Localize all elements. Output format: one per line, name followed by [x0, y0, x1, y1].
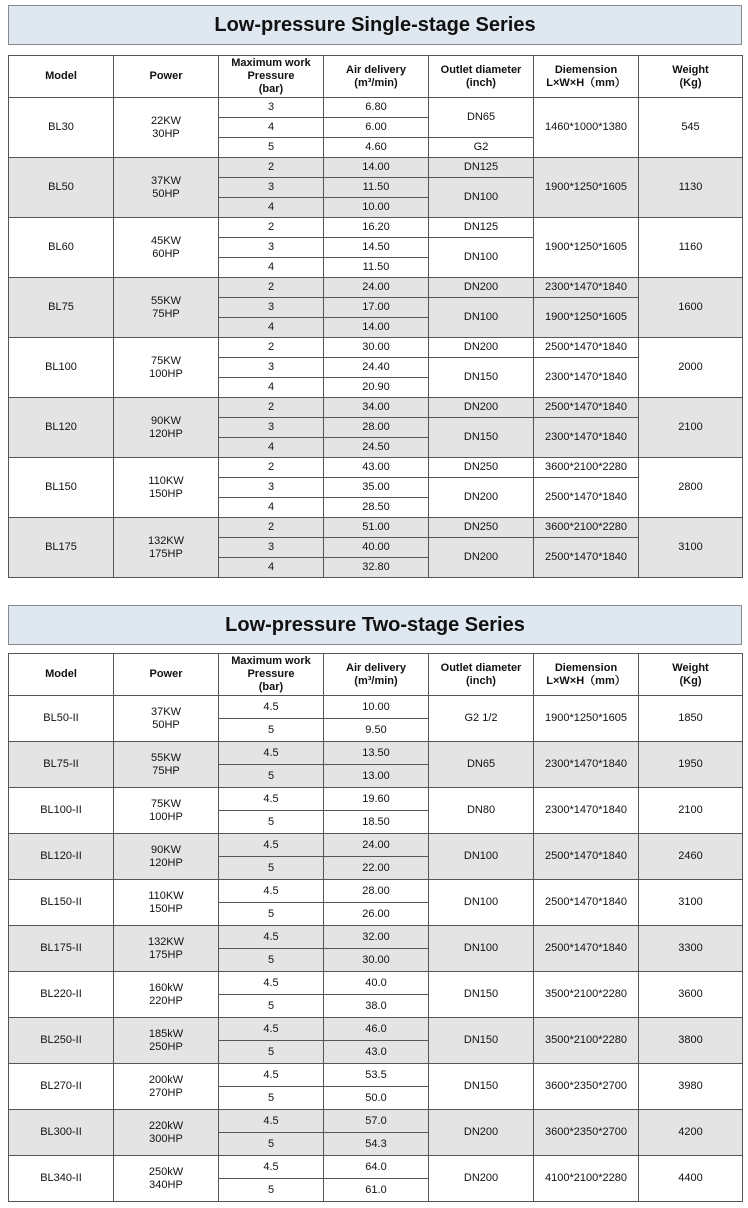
pressure-cell: 4.5 [219, 1018, 324, 1041]
pressure-cell: 4.5 [219, 696, 324, 719]
header-air-delivery: Air delivery (m³/min) [324, 56, 429, 98]
dimension-cell: 2500*1470*1840 [534, 880, 639, 926]
dimension-cell: 2300*1470*1840 [534, 788, 639, 834]
outlet-diameter-cell: DN100 [429, 238, 534, 278]
weight-cell: 4400 [639, 1156, 743, 1202]
dimension-cell: 2500*1470*1840 [534, 538, 639, 578]
weight-cell: 1160 [639, 218, 743, 278]
air-delivery-cell: 10.00 [324, 198, 429, 218]
power-cell: 160kW 220HP [114, 972, 219, 1018]
table-row [9, 98, 743, 118]
pressure-cell: 2 [219, 458, 324, 478]
air-delivery-cell: 18.50 [324, 811, 429, 834]
air-delivery-cell: 28.50 [324, 498, 429, 518]
dimension-cell: 2500*1470*1840 [534, 478, 639, 518]
dimension-cell: 3600*2350*2700 [534, 1110, 639, 1156]
dimension-cell: 1900*1250*1605 [534, 218, 639, 278]
weight-cell: 2460 [639, 834, 743, 880]
weight-cell: 2100 [639, 398, 743, 458]
air-delivery-cell: 20.90 [324, 378, 429, 398]
header-model: Model [9, 654, 114, 696]
pressure-cell: 4.5 [219, 1110, 324, 1133]
power-cell: 37KW 50HP [114, 696, 219, 742]
pressure-cell: 4.5 [219, 742, 324, 765]
table-row [9, 788, 743, 811]
pressure-cell: 4 [219, 318, 324, 338]
pressure-cell: 4.5 [219, 926, 324, 949]
dimension-cell: 3600*2350*2700 [534, 1064, 639, 1110]
weight-cell: 1950 [639, 742, 743, 788]
pressure-cell: 5 [219, 765, 324, 788]
table-row [9, 1110, 743, 1133]
air-delivery-cell: 10.00 [324, 696, 429, 719]
table-row [9, 926, 743, 949]
model-cell: BL300-II [9, 1110, 114, 1156]
outlet-diameter-cell: DN100 [429, 880, 534, 926]
model-cell: BL120 [9, 398, 114, 458]
pressure-cell: 4 [219, 198, 324, 218]
header-dimension: Diemension L×W×H（mm） [534, 654, 639, 696]
air-delivery-cell: 50.0 [324, 1087, 429, 1110]
outlet-diameter-cell: DN150 [429, 1018, 534, 1064]
air-delivery-cell: 32.00 [324, 926, 429, 949]
model-cell: BL100 [9, 338, 114, 398]
table-row [9, 458, 743, 478]
pressure-cell: 3 [219, 478, 324, 498]
header-pressure: Maximum work Pressure (bar) [219, 654, 324, 696]
outlet-diameter-cell: DN250 [429, 518, 534, 538]
dimension-cell: 2500*1470*1840 [534, 338, 639, 358]
weight-cell: 4200 [639, 1110, 743, 1156]
air-delivery-cell: 4.60 [324, 138, 429, 158]
power-cell: 22KW 30HP [114, 98, 219, 158]
outlet-diameter-cell: DN200 [429, 538, 534, 578]
dimension-cell: 2300*1470*1840 [534, 742, 639, 788]
power-cell: 132KW 175HP [114, 926, 219, 972]
model-cell: BL120-II [9, 834, 114, 880]
outlet-diameter-cell: DN80 [429, 788, 534, 834]
pressure-cell: 4.5 [219, 972, 324, 995]
air-delivery-cell: 24.50 [324, 438, 429, 458]
outlet-diameter-cell: DN200 [429, 1110, 534, 1156]
air-delivery-cell: 34.00 [324, 398, 429, 418]
header-model: Model [9, 56, 114, 98]
air-delivery-cell: 16.20 [324, 218, 429, 238]
header-outlet-diameter: Outlet diameter (inch) [429, 654, 534, 696]
pressure-cell: 5 [219, 138, 324, 158]
dimension-cell: 2500*1470*1840 [534, 926, 639, 972]
air-delivery-cell: 28.00 [324, 880, 429, 903]
air-delivery-cell: 11.50 [324, 258, 429, 278]
outlet-diameter-cell: DN250 [429, 458, 534, 478]
header-pressure: Maximum work Pressure (bar) [219, 56, 324, 98]
header-power: Power [114, 56, 219, 98]
air-delivery-cell: 30.00 [324, 949, 429, 972]
header-weight: Weight (Kg) [639, 56, 743, 98]
pressure-cell: 5 [219, 857, 324, 880]
weight-cell: 1850 [639, 696, 743, 742]
table-row [9, 880, 743, 903]
power-cell: 75KW 100HP [114, 338, 219, 398]
power-cell: 110KW 150HP [114, 458, 219, 518]
dimension-cell: 3500*2100*2280 [534, 1018, 639, 1064]
table-row [9, 1156, 743, 1179]
dimension-cell: 1900*1250*1605 [534, 696, 639, 742]
air-delivery-cell: 46.0 [324, 1018, 429, 1041]
air-delivery-cell: 11.50 [324, 178, 429, 198]
power-cell: 250kW 340HP [114, 1156, 219, 1202]
model-cell: BL100-II [9, 788, 114, 834]
pressure-cell: 5 [219, 811, 324, 834]
model-cell: BL75 [9, 278, 114, 338]
pressure-cell: 4 [219, 558, 324, 578]
model-cell: BL50 [9, 158, 114, 218]
pressure-cell: 4 [219, 258, 324, 278]
model-cell: BL220-II [9, 972, 114, 1018]
dimension-cell: 2300*1470*1840 [534, 418, 639, 458]
pressure-cell: 3 [219, 98, 324, 118]
weight-cell: 545 [639, 98, 743, 158]
header-power: Power [114, 654, 219, 696]
air-delivery-cell: 38.0 [324, 995, 429, 1018]
outlet-diameter-cell: DN100 [429, 834, 534, 880]
outlet-diameter-cell: DN200 [429, 478, 534, 518]
model-cell: BL340-II [9, 1156, 114, 1202]
outlet-diameter-cell: DN65 [429, 742, 534, 788]
air-delivery-cell: 14.00 [324, 158, 429, 178]
pressure-cell: 5 [219, 719, 324, 742]
power-cell: 132KW 175HP [114, 518, 219, 578]
pressure-cell: 4 [219, 378, 324, 398]
dimension-cell: 1900*1250*1605 [534, 298, 639, 338]
pressure-cell: 5 [219, 949, 324, 972]
dimension-cell: 2300*1470*1840 [534, 358, 639, 398]
pressure-cell: 5 [219, 903, 324, 926]
outlet-diameter-cell: DN125 [429, 158, 534, 178]
model-cell: BL75-II [9, 742, 114, 788]
air-delivery-cell: 43.0 [324, 1041, 429, 1064]
pressure-cell: 5 [219, 1041, 324, 1064]
dimension-cell: 3600*2100*2280 [534, 518, 639, 538]
dimension-cell: 2500*1470*1840 [534, 834, 639, 880]
outlet-diameter-cell: DN100 [429, 298, 534, 338]
model-cell: BL150-II [9, 880, 114, 926]
model-cell: BL270-II [9, 1064, 114, 1110]
header-dimension: Diemension L×W×H（mm） [534, 56, 639, 98]
pressure-cell: 2 [219, 338, 324, 358]
table-row [9, 398, 743, 418]
outlet-diameter-cell: DN100 [429, 926, 534, 972]
air-delivery-cell: 26.00 [324, 903, 429, 926]
pressure-cell: 2 [219, 218, 324, 238]
table-row [9, 338, 743, 358]
air-delivery-cell: 6.80 [324, 98, 429, 118]
dimension-cell: 3500*2100*2280 [534, 972, 639, 1018]
pressure-cell: 4.5 [219, 880, 324, 903]
weight-cell: 3100 [639, 880, 743, 926]
air-delivery-cell: 51.00 [324, 518, 429, 538]
two-stage-title: Low-pressure Two-stage Series [8, 605, 742, 645]
weight-cell: 3100 [639, 518, 743, 578]
outlet-diameter-cell: DN200 [429, 278, 534, 298]
outlet-diameter-cell: G2 [429, 138, 534, 158]
table-row [9, 696, 743, 719]
air-delivery-cell: 40.0 [324, 972, 429, 995]
outlet-diameter-cell: DN125 [429, 218, 534, 238]
air-delivery-cell: 13.00 [324, 765, 429, 788]
pressure-cell: 5 [219, 1179, 324, 1202]
pressure-cell: 3 [219, 238, 324, 258]
single-stage-title: Low-pressure Single-stage Series [8, 5, 742, 45]
model-cell: BL60 [9, 218, 114, 278]
model-cell: BL30 [9, 98, 114, 158]
table-row [9, 1018, 743, 1041]
table-row [9, 518, 743, 538]
air-delivery-cell: 24.40 [324, 358, 429, 378]
outlet-diameter-cell: DN150 [429, 358, 534, 398]
table-row [9, 278, 743, 298]
power-cell: 200kW 270HP [114, 1064, 219, 1110]
dimension-cell: 3600*2100*2280 [534, 458, 639, 478]
table-row [9, 742, 743, 765]
air-delivery-cell: 43.00 [324, 458, 429, 478]
air-delivery-cell: 6.00 [324, 118, 429, 138]
outlet-diameter-cell: DN200 [429, 338, 534, 358]
pressure-cell: 3 [219, 418, 324, 438]
weight-cell: 3600 [639, 972, 743, 1018]
pressure-cell: 4.5 [219, 1156, 324, 1179]
outlet-diameter-cell: DN200 [429, 398, 534, 418]
pressure-cell: 5 [219, 1133, 324, 1156]
air-delivery-cell: 19.60 [324, 788, 429, 811]
model-cell: BL50-II [9, 696, 114, 742]
dimension-cell: 2300*1470*1840 [534, 278, 639, 298]
weight-cell: 2100 [639, 788, 743, 834]
air-delivery-cell: 57.0 [324, 1110, 429, 1133]
power-cell: 220kW 300HP [114, 1110, 219, 1156]
air-delivery-cell: 64.0 [324, 1156, 429, 1179]
air-delivery-cell: 32.80 [324, 558, 429, 578]
air-delivery-cell: 24.00 [324, 278, 429, 298]
weight-cell: 3800 [639, 1018, 743, 1064]
header-outlet-diameter: Outlet diameter (inch) [429, 56, 534, 98]
weight-cell: 2000 [639, 338, 743, 398]
pressure-cell: 4.5 [219, 788, 324, 811]
pressure-cell: 3 [219, 538, 324, 558]
pressure-cell: 5 [219, 1087, 324, 1110]
dimension-cell: 1460*1000*1380 [534, 98, 639, 158]
power-cell: 55KW 75HP [114, 278, 219, 338]
power-cell: 185kW 250HP [114, 1018, 219, 1064]
two-stage-table [8, 653, 743, 1202]
weight-cell: 1130 [639, 158, 743, 218]
header-weight: Weight (Kg) [639, 654, 743, 696]
pressure-cell: 4.5 [219, 834, 324, 857]
air-delivery-cell: 30.00 [324, 338, 429, 358]
model-cell: BL250-II [9, 1018, 114, 1064]
outlet-diameter-cell: DN150 [429, 972, 534, 1018]
power-cell: 90KW 120HP [114, 834, 219, 880]
dimension-cell: 4100*2100*2280 [534, 1156, 639, 1202]
model-cell: BL175-II [9, 926, 114, 972]
pressure-cell: 2 [219, 278, 324, 298]
air-delivery-cell: 54.3 [324, 1133, 429, 1156]
table-row [9, 158, 743, 178]
weight-cell: 1600 [639, 278, 743, 338]
weight-cell: 3300 [639, 926, 743, 972]
outlet-diameter-cell: DN150 [429, 1064, 534, 1110]
power-cell: 90KW 120HP [114, 398, 219, 458]
air-delivery-cell: 40.00 [324, 538, 429, 558]
air-delivery-cell: 17.00 [324, 298, 429, 318]
power-cell: 75KW 100HP [114, 788, 219, 834]
power-cell: 37KW 50HP [114, 158, 219, 218]
weight-cell: 3980 [639, 1064, 743, 1110]
table-row [9, 972, 743, 995]
pressure-cell: 4.5 [219, 1064, 324, 1087]
power-cell: 45KW 60HP [114, 218, 219, 278]
pressure-cell: 5 [219, 995, 324, 1018]
outlet-diameter-cell: DN150 [429, 418, 534, 458]
pressure-cell: 3 [219, 298, 324, 318]
air-delivery-cell: 9.50 [324, 719, 429, 742]
air-delivery-cell: 22.00 [324, 857, 429, 880]
air-delivery-cell: 35.00 [324, 478, 429, 498]
pressure-cell: 2 [219, 158, 324, 178]
air-delivery-cell: 61.0 [324, 1179, 429, 1202]
air-delivery-cell: 53.5 [324, 1064, 429, 1087]
pressure-cell: 3 [219, 358, 324, 378]
air-delivery-cell: 14.00 [324, 318, 429, 338]
pressure-cell: 3 [219, 178, 324, 198]
dimension-cell: 2500*1470*1840 [534, 398, 639, 418]
outlet-diameter-cell: DN200 [429, 1156, 534, 1202]
table-row [9, 1064, 743, 1087]
single-stage-table [8, 55, 743, 578]
outlet-diameter-cell: DN100 [429, 178, 534, 218]
pressure-cell: 4 [219, 498, 324, 518]
outlet-diameter-cell: G2 1/2 [429, 696, 534, 742]
pressure-cell: 4 [219, 118, 324, 138]
power-cell: 110KW 150HP [114, 880, 219, 926]
outlet-diameter-cell: DN65 [429, 98, 534, 138]
table-row [9, 834, 743, 857]
weight-cell: 2800 [639, 458, 743, 518]
pressure-cell: 2 [219, 518, 324, 538]
air-delivery-cell: 24.00 [324, 834, 429, 857]
dimension-cell: 1900*1250*1605 [534, 158, 639, 218]
pressure-cell: 4 [219, 438, 324, 458]
header-air-delivery: Air delivery (m³/min) [324, 654, 429, 696]
air-delivery-cell: 13.50 [324, 742, 429, 765]
table-row [9, 218, 743, 238]
air-delivery-cell: 14.50 [324, 238, 429, 258]
model-cell: BL150 [9, 458, 114, 518]
air-delivery-cell: 28.00 [324, 418, 429, 438]
model-cell: BL175 [9, 518, 114, 578]
pressure-cell: 2 [219, 398, 324, 418]
power-cell: 55KW 75HP [114, 742, 219, 788]
